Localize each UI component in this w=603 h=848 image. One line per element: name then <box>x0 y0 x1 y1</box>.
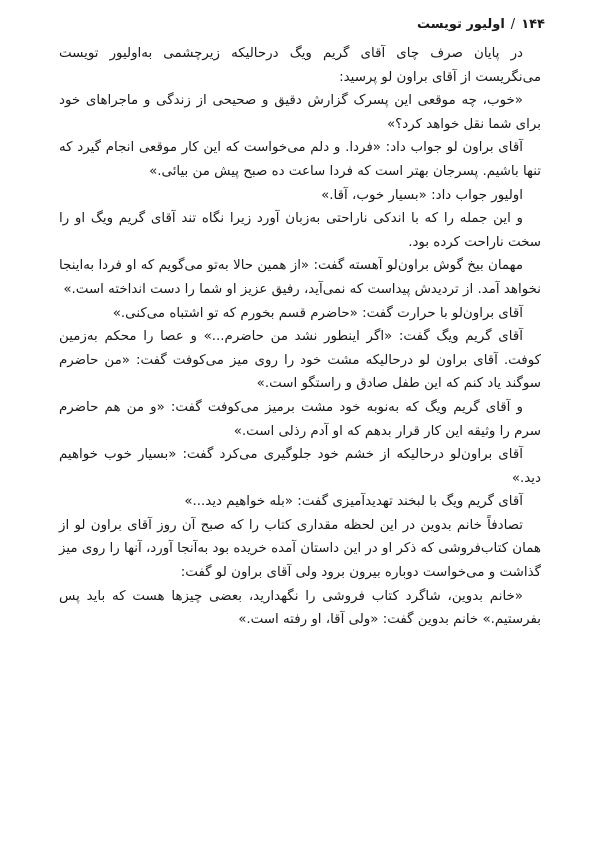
paragraph: و این جمله را که با اندکی ناراحتی به‌زبان آورد زیرا نگاه تند آقای گریم ویگ او را سخت ناراحت کرده بود. <box>59 211 541 250</box>
paragraph: «خانم بدوین، شاگرد کتاب فروشی را نگهدارید، بعضی چیزها هست که باید پس بفرستیم.» خانم بدوین گفت: «ولی آقا، او رفته است.» <box>59 588 541 628</box>
paragraph: اولیور جواب داد: «بسیار خوب، آقا.» <box>321 187 523 203</box>
header-separator: / <box>510 16 516 32</box>
body-text <box>59 42 541 632</box>
paragraph: آقای براون لو جواب داد: «فردا. و دلم می‌خواست که این کار موقعی انجام گیرد که تنها باشیم. پسرجان بهتر است که فردا ساعت ده صبح پیش من بیائی.» <box>59 140 541 179</box>
paragraph: آقای براون‌لو با حرارت گفت: «حاضرم قسم بخورم که تو اشتباه می‌کنی.» <box>112 305 523 321</box>
paragraph: تصادفاً خانم بدوین در این لحظه مقداری کتاب را که صبح آن روز آقای براون لو از همان کتاب‌فروشی که ذکر او در این داستان آمده خریده بود به‌آنجا آورد، آنها را روی میز گذاشت و می‌خواست دوباره بیرون برود ولی آقای براون لو گفت: <box>59 517 541 581</box>
paragraph: آقای گریم ویگ گفت: «اگر اینطور نشد من حاضرم...» و عصا را محکم به‌زمین کوفت. آقای براون لو درحالیکه مشت خود را روی میز می‌کوفت گفت: «من حاضرم سوگند یاد کنم که این طفل صادق و راستگو است.» <box>59 329 541 392</box>
paragraph: آقای براون‌لو درحالیکه از خشم خود جلوگیری می‌کرد گفت: «بسیار خوب خواهیم دید.» <box>59 447 541 486</box>
page-header <box>58 14 545 34</box>
running-title: اولیور تویست <box>417 16 505 32</box>
paragraph: و آقای گریم ویگ که به‌نوبه خود مشت برمیز می‌کوفت گفت: «و من هم حاضرم سرم را وثیقه این کار قرار بدهم که او آدم رذلی است.» <box>59 399 541 439</box>
paragraph: در پایان صرف چای آقای گریم ویگ درحالیکه زیرچشمی به‌اولیور تویست می‌نگریست از آقای براون لو پرسید: <box>59 46 541 85</box>
paragraph: مهمان بیخ گوش براون‌لو آهسته گفت: «از همین حالا به‌تو می‌گویم که او فردا به‌اینجا نخواهد آمد. از تردیدش پیداست که نمی‌آید، رفیق عزیز او شما را دست انداخته است.» <box>59 258 541 297</box>
paragraph: آقای گریم ویگ با لبخند تهدیدآمیزی گفت: «بله خواهیم دید...» <box>184 494 523 510</box>
paragraph: «خوب، چه موقعی این پسرک گزارش دقیق و صحیحی از زندگی و ماجراهای خود برای شما نقل خواهد کرد؟» <box>59 93 541 132</box>
page-number: ۱۴۴ <box>521 16 545 32</box>
